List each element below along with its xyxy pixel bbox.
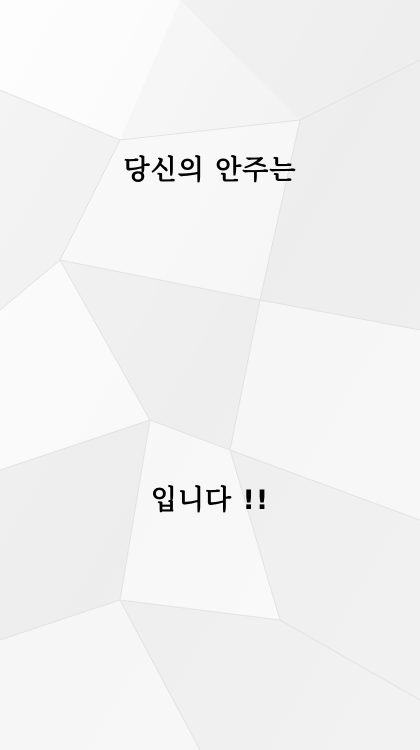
intro-text: 당신의 안주는	[123, 155, 297, 186]
result-text: 입니다 !!	[150, 485, 270, 516]
